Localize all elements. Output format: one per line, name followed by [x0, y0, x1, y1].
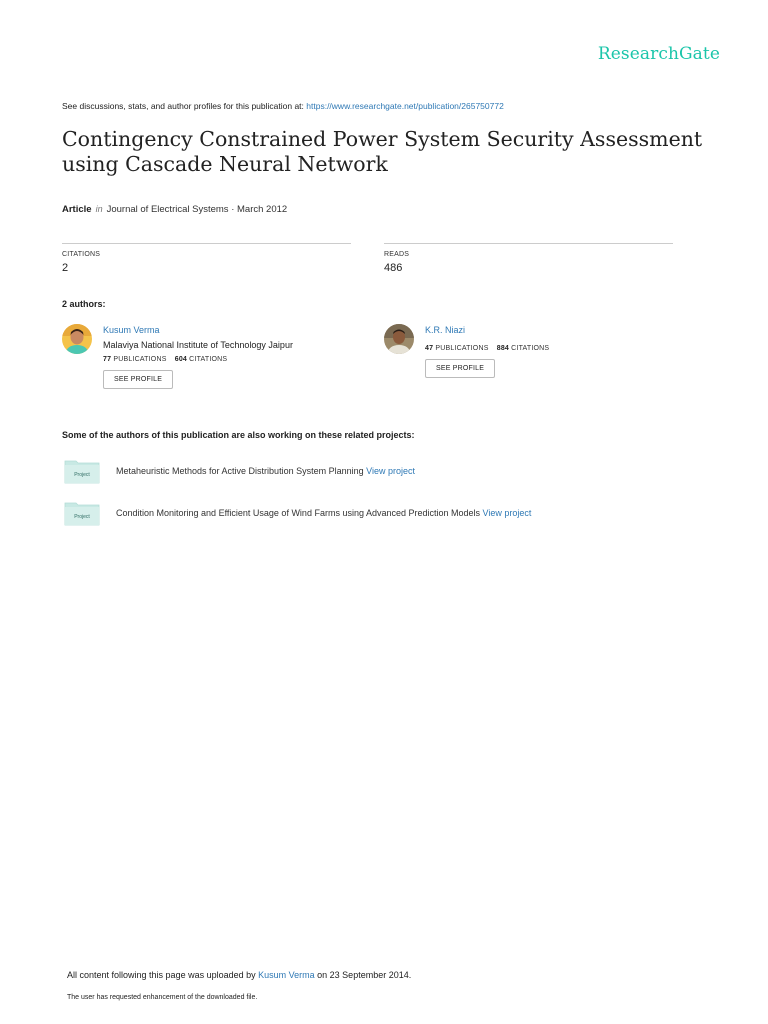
see-profile-button[interactable]: SEE PROFILE: [103, 370, 173, 389]
project-title: [116, 508, 531, 518]
project-title-text: Metaheuristic Methods for Active Distribution System Planning: [116, 466, 364, 476]
project-badge: Project: [74, 472, 90, 478]
publication-title: Contingency Constrained Power System Security Assessment using Cascade Neural Network: [62, 127, 703, 176]
author-name[interactable]: K.R. Niazi: [425, 325, 466, 335]
author-name[interactable]: Kusum Verma: [103, 325, 160, 335]
publication-type: Article: [62, 204, 92, 215]
author-citations-count: 604: [174, 356, 188, 363]
upload-notice: [67, 970, 411, 980]
project-title-text: Condition Monitoring and Efficient Usage of Wind Farms using Advanced Prediction Models: [116, 508, 481, 518]
project-folder-icon: [64, 458, 100, 484]
author-metrics: [103, 356, 363, 363]
author-publications-label: PUBLICATIONS: [435, 345, 489, 352]
authors-heading: 2 authors:: [62, 299, 106, 309]
upload-prefix: All content following this page was uploaded by: [67, 970, 259, 980]
uploader-link[interactable]: Kusum Verma: [258, 970, 315, 980]
publication-url-link[interactable]: https://www.researchgate.net/publication/265750772: [306, 101, 504, 111]
publication-meta: [62, 204, 287, 215]
enhancement-notice: The user has requested enhancement of the downloaded file.: [67, 994, 258, 1001]
person-avatar-icon: [62, 324, 92, 354]
discussion-notice: [62, 101, 504, 111]
author-publications-count: 47: [425, 345, 434, 352]
view-project-link[interactable]: View project: [482, 508, 532, 518]
reads-value: 486: [384, 262, 403, 274]
author-avatar[interactable]: [62, 324, 92, 354]
author-citations-count: 884: [496, 345, 510, 352]
author-citations-label: CITATIONS: [189, 356, 228, 363]
reads-stat: [384, 243, 673, 274]
person-avatar-icon: [384, 324, 414, 354]
researchgate-logo[interactable]: ResearchGate: [597, 44, 720, 64]
project-folder-icon: [64, 500, 100, 526]
see-profile-button[interactable]: SEE PROFILE: [425, 359, 495, 378]
author-citations-label: CITATIONS: [511, 345, 550, 352]
related-projects-heading: Some of the authors of this publication are also working on these related projects:: [62, 430, 415, 440]
publication-in-word: in: [95, 204, 103, 214]
author-publications-count: 77: [103, 356, 112, 363]
author-metrics: [425, 345, 685, 352]
project-title: [116, 466, 415, 476]
citations-value: 2: [62, 262, 69, 274]
upload-suffix: on 23 September 2014.: [314, 970, 412, 980]
author-institution: Malaviya National Institute of Technology Jaipur: [103, 340, 293, 350]
view-project-link[interactable]: View project: [366, 466, 415, 476]
discussion-notice-text: See discussions, stats, and author profiles for this publication at:: [62, 101, 307, 111]
author-publications-label: PUBLICATIONS: [113, 356, 167, 363]
author-avatar[interactable]: [384, 324, 414, 354]
project-badge: Project: [74, 514, 90, 520]
reads-label: READS: [384, 251, 410, 258]
citations-stat: [62, 243, 351, 274]
publication-venue-date: Journal of Electrical Systems · March 2012: [106, 204, 288, 215]
citations-label: CITATIONS: [62, 251, 101, 258]
